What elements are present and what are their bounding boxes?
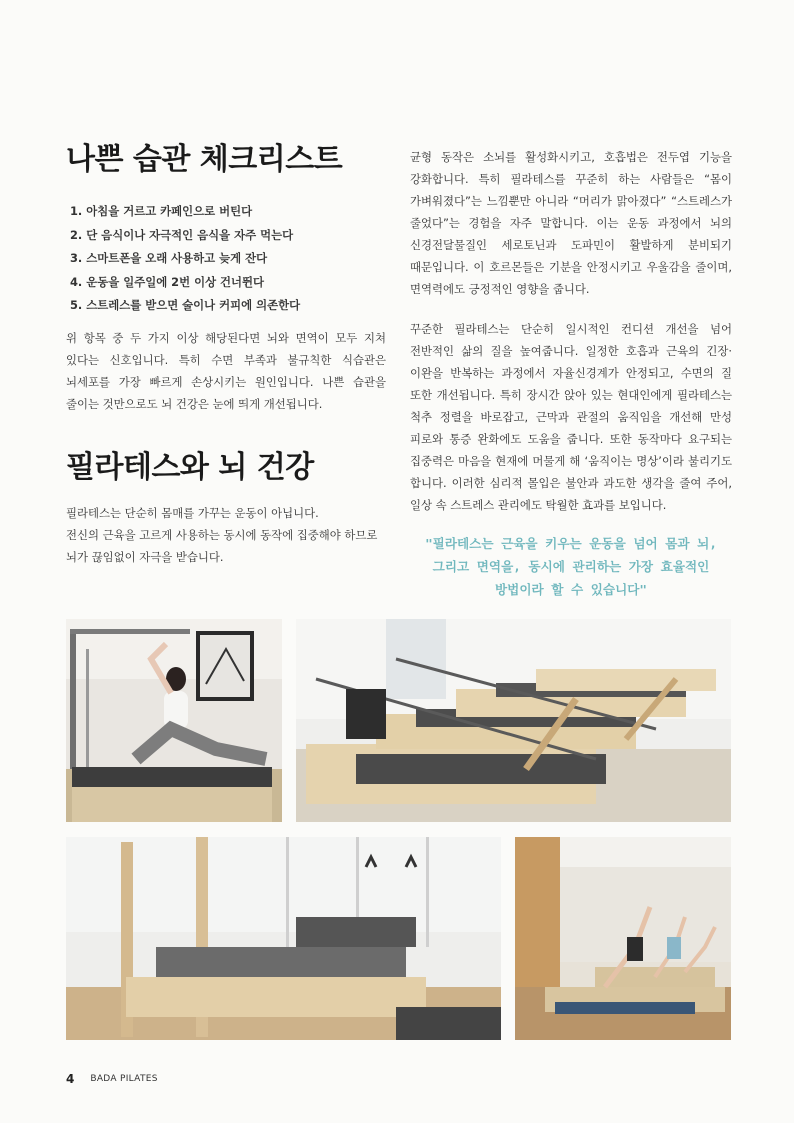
pilates-intro-line: 전신의 근육을 고르게 사용하는 동시에 동작에 집중해야 하므로 뇌가 끊임없이 자극을 받습니다. <box>66 527 378 564</box>
checklist-paragraph: 위 항목 중 두 가지 이상 해당된다면 뇌와 면역이 모두 지쳐 있다는 신호입니다. 특히 수면 부족과 불규칙한 식습관은 뇌세포를 가장 빠르게 손상시키는 원인입니다. 나쁜 습관을 줄이는 것만으로도 뇌 건강은 눈에 띄게 개선됩니다. <box>66 330 386 411</box>
checklist-item: 1. 아침을 거르고 카페인으로 버틴다 <box>70 204 253 218</box>
photo-reformer-studio <box>296 619 731 822</box>
pilates-intro-paragraph <box>66 502 386 568</box>
checklist-item: 4. 운동을 일주일에 2번 이상 건너뛴다 <box>70 274 265 289</box>
right-paragraph-2: 꾸준한 필라테스는 단순히 일시적인 컨디션 개선을 넘어 전반적인 삶의 질을 높여줍니다. 일정한 호흡과 근육의 긴장·이완을 반복하는 과정에서 자율신경계가 안정되고, 수면의 질 또한 개선됩니다. 특히 장시간 앉아 있는 현대인에게 필라테스는 척추 정렬을 바로잡고, 근막과 관절의 움직임을 개선해 만성 피로와 통증 완화에도 도움을 줍니다. 또한 동작마다 요구되는 집중력은 마음을 현재에 머물게 해 ‘움직이는 명상’이라 불리기도 합니다. 이러한 심리적 몰입은 불안과 과도한 생각을 줄여 주어, 일상 속 스트레스 관리에도 탁월한 효과를 보입니다. <box>410 322 732 512</box>
bad-habit-checklist <box>66 200 386 318</box>
checklist-item: 2. 단 음식이나 자극적인 음식을 자주 먹는다 <box>70 227 294 242</box>
checklist-heading: 나쁜 습관 체크리스트 <box>66 142 343 177</box>
photo-reformer-room <box>66 837 501 1040</box>
photo-woman-stretching <box>66 619 282 822</box>
pilates-brain-heading: 필라테스와 뇌 건강 <box>66 449 314 485</box>
right-paragraph-1: 균형 동작은 소뇌를 활성화시키고, 호흡법은 전두엽 기능을 강화합니다. 특히 필라테스를 꾸준히 하는 사람들은 “몸이 가벼워졌다”는 느낌뿐만 아니라 “머리가 맑아졌다” “스트레스가 줄었다”는 경험을 자주 말합니다. 이는 운동 과정에서 뇌의 신경전달물질인 세로토닌과 도파민이 활발하게 분비되기 때문입니다. 이 호르몬들은 기분을 안정시키고 우울감을 줄이며, 면역력에도 긍정적인 영향을 줍니다. <box>410 150 732 296</box>
checklist-item: 5. 스트레스를 받으면 술이나 커피에 의존한다 <box>70 298 301 312</box>
page-number: 4 <box>66 1072 75 1086</box>
left-column <box>66 140 386 568</box>
pull-quote: "필라테스는 근육을 키우는 운동을 넘어 몸과 뇌, 그리고 면역을, 동시에 관리하는 가장 효율적인 방법이라 할 수 있습니다" <box>425 536 717 597</box>
brand-name: BADA PILATES <box>90 1074 158 1084</box>
page-footer <box>66 1072 158 1086</box>
photo-group-class <box>515 837 731 1040</box>
right-column <box>410 146 732 601</box>
checklist-item: 3. 스마트폰을 오래 사용하고 늦게 잔다 <box>70 251 268 265</box>
pilates-intro-line: 필라테스는 단순히 몸매를 가꾸는 운동이 아닙니다. <box>66 505 319 520</box>
